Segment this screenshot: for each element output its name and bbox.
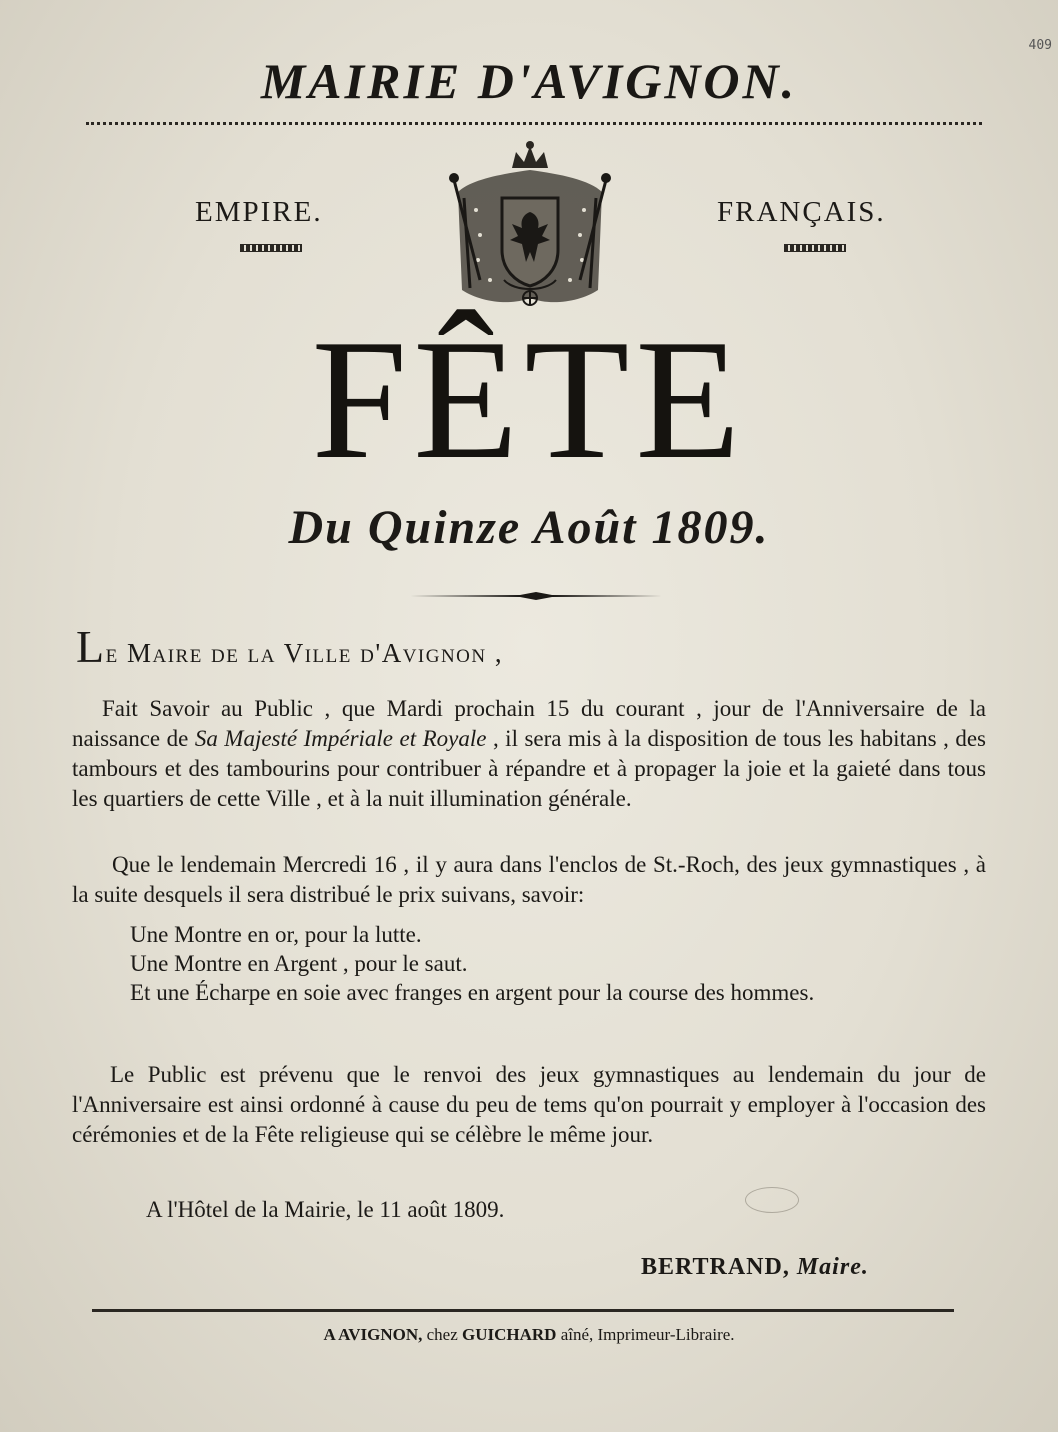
poster-main-title: FÊTE (311, 305, 747, 495)
printer-role: aîné, Imprimeur-Libraire. (556, 1325, 735, 1344)
paragraph-notice: Le Public est prévenu que le renvoi des jeux gymnastiques au lendemain du jour de l'Anniversaire est ainsi ordonné à cause du peu de tems qu'on pourrait y employer à l'occasion des cérémonies et de la Fête religieuse qui se célèbre le même jour. (72, 1062, 986, 1147)
stamp-mark (745, 1187, 799, 1213)
poster-header-title: MAIRIE D'AVIGNON. (260, 53, 798, 109)
header-rule (86, 122, 982, 125)
heading-text: e Maire de la Ville d'Avignon , (105, 638, 504, 668)
prize-item: Et une Écharpe en soie avec franges en argent pour la course des hommes. (130, 980, 815, 1005)
paragraph-announcement (72, 694, 986, 814)
page-number: 409 (1028, 38, 1052, 53)
empire-label: EMPIRE. (195, 196, 323, 228)
poster-date: Du Quinze Août 1809. (288, 501, 770, 554)
ornament-left (240, 244, 302, 252)
paragraph-games: Que le lendemain Mercredi 16 , il y aura dans l'enclos de St.-Roch, des jeux gymnastiques , à la suite desquels il sera distribué le prix suivans, savoir: (72, 852, 986, 907)
majesty-title: Sa Majesté Impériale et Royale (194, 726, 487, 751)
ornament-right (784, 244, 846, 252)
imperial-coat-of-arms-icon (440, 140, 620, 316)
printer-chez: chez (422, 1325, 462, 1344)
footer-rule (92, 1309, 954, 1312)
heading-initial: L (76, 621, 106, 672)
prize-item: Une Montre en Argent , pour le saut. (130, 951, 468, 976)
mayor-name: BERTRAND, (641, 1254, 790, 1280)
signing-place-date: A l'Hôtel de la Mairie, le 11 août 1809. (146, 1197, 505, 1222)
prize-list (130, 920, 986, 1007)
paragraph-announcement-part2: , il sera mis à la disposition de tous les habitans , des tambours et des tambourins pour contribuer à répandre et à propager la joie et la gaieté dans tous les quartiers de cette Ville , et à la nuit illumination générale. (72, 726, 986, 811)
proclamation-heading (76, 620, 503, 673)
mayor-role: Maire. (796, 1254, 869, 1280)
francais-label: FRANÇAIS. (717, 196, 886, 228)
signature-line (641, 1254, 869, 1281)
prize-item: Une Montre en or, pour la lutte. (130, 922, 422, 947)
ornamental-divider (410, 586, 662, 605)
printer-name: GUICHARD (462, 1325, 557, 1344)
printer-city: A AVIGNON, (323, 1325, 423, 1344)
printer-imprint (0, 1325, 1058, 1345)
paragraph-announcement-part1: Fait Savoir au Public , que Mardi prochain 15 du courant , jour de l'Anniversaire de la naissance de (72, 696, 986, 751)
